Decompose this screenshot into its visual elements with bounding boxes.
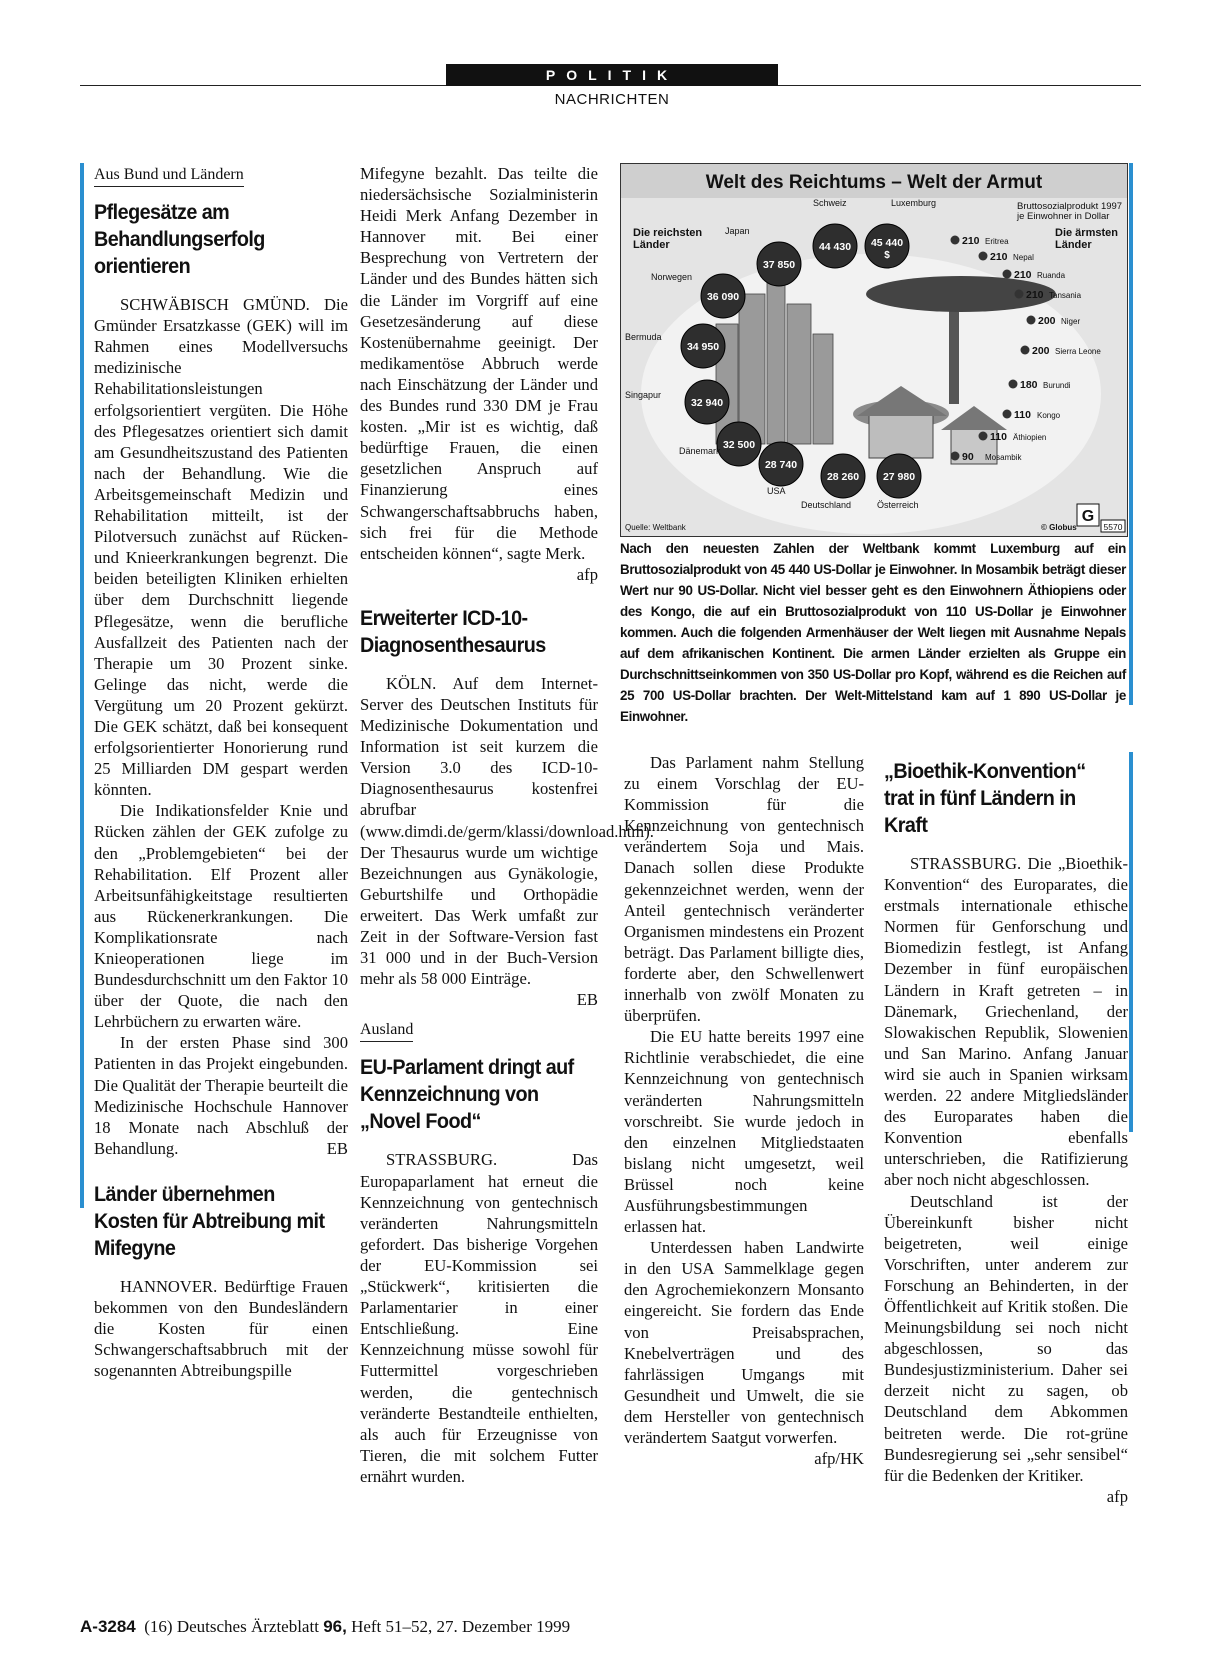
rich-country-value: 36 090 (706, 291, 740, 303)
poor-country-dot (1003, 270, 1012, 279)
headline-novel-food: EU-Parlament dringt auf Kennzeichnung von „Novel Food“ (360, 1055, 574, 1134)
article-signature: EB (326, 1138, 348, 1158)
globus-logo: G (1081, 508, 1095, 525)
page-number: (16) (144, 1617, 173, 1636)
rich-country-value: 27 980 (882, 471, 916, 483)
article-paragraph: Das Parlament nahm Stellung zu einem Vorschlag der EU-Kommission für die Kennzeichnung von gentechnisch verändertem Soja und Mais. Danach sollen diese Produkte gekennzeichnet werden, wenn der Anteil gentechnisch veränderter Organismen mindestens ein Prozent beträgt. Das Parlament billigte dies, forderte aber, den Schwellenwert innerhalb von zwölf Monaten zu überprüfen. (624, 753, 864, 1026)
page-footer (80, 1617, 570, 1637)
poor-country-value: 210 (1014, 269, 1032, 281)
poor-country-value: 110 (990, 431, 1007, 443)
headline-bioethik: „Bioethik-Konvention“ trat in fünf Ländern in Kraft (884, 759, 1086, 837)
column-3 (624, 752, 864, 1469)
infographic-source: Quelle: Weltbank (625, 523, 686, 532)
rich-country-name: Schweiz (813, 198, 847, 208)
poor-country-value: 210 (1026, 289, 1044, 301)
poor-country-name: Nepal (1013, 253, 1034, 262)
infographic-subtitle: Bruttosozialprodukt 1997 (1017, 201, 1123, 212)
poor-country-name: Kongo (1037, 411, 1061, 420)
infographic-credit: © Globus (1041, 523, 1077, 532)
article-signature: EB (576, 990, 598, 1010)
poor-country-value: 180 (1020, 379, 1038, 391)
article-paragraph: In der ersten Phase sind 300 Patienten in das Projekt eingebunden. Die Qualität der Therapie beurteilt die Medizinische Hochschule Hannover 18 Monate nach Abschluß der Behandlung. EB (94, 1033, 348, 1158)
poor-country-name: Burundi (1043, 381, 1071, 390)
poor-country-name: Ruanda (1037, 271, 1066, 280)
journal-volume: 96, (323, 1617, 347, 1636)
currency-symbol: $ (884, 250, 890, 261)
poor-country-dot (979, 252, 988, 261)
section-sublabel: NACHRICHTEN (554, 91, 670, 108)
section-label: POLITIK (446, 64, 778, 86)
article-paragraph: Mifegyne bezahlt. Das teilte die niedersächsische Sozialministerin Heidi Merk Anfang Dezember in Hannover mit. Bei einer Besprechung von Vertretern der Länder und des Bundes hätten sich die Länder im Vorgriff auf eine Gesetzesänderung auf diese Kostenübernahme geeinigt. Der medikamentöse Abbruch werde nach Einschätzung der Länder und des Bundes rund 330 DM je Frau kosten. „Mir ist es wichtig, daß bedürftige Frauen, die einen gesetzlichen Anspruch auf Finanzierung eines Schwangerschaftsabbruchs haben, sich frei für die Methode entscheiden können“, sagte Merk. (360, 164, 598, 563)
page-id: A-3284 (80, 1617, 136, 1636)
rich-label: Länder (633, 239, 670, 251)
poor-country-dot (951, 236, 960, 245)
kicker-bund-laender: Aus Bund und Ländern (94, 164, 244, 187)
journal-issue: Heft 51–52, 27. Dezember 1999 (351, 1617, 571, 1636)
headline-mifegyne: Länder übernehmen Kosten für Abtreibung mit Mifegyne (94, 1181, 325, 1260)
journal-name: Deutsches Ärzteblatt (176, 1617, 319, 1636)
poor-country-value: 110 (1014, 409, 1031, 421)
rich-country-name: Österreich (877, 500, 919, 510)
poor-country-name: Mosambik (985, 453, 1022, 462)
rich-country-value: 45 440 (870, 237, 904, 249)
infographic-code: 5570 (1103, 522, 1123, 532)
rich-country-value: 32 940 (690, 397, 724, 409)
poor-country-dot (1027, 316, 1036, 325)
article-signature: afp (1106, 1486, 1128, 1506)
rich-country-name: Dänemark (679, 446, 721, 456)
poor-country-name: Tansania (1049, 291, 1082, 300)
poor-country-name: Äthiopien (1013, 433, 1047, 442)
article-paragraph: STRASSBURG. Die „Bioethik-Konvention“ des Europarates, die erstmals internationale ethische Normen für Genforschung und Biomedizin festlegt, ist Anfang Dezember in fünf europäischen Ländern in Kraft getreten – in Dänemark, Griechenland, der Slowakischen Republik, Slowenien und San Marino. Anfang Januar wird sie auch in Spanien wirksam werden. 22 andere Mitgliedsländer des Europarates haben die Konvention ebenfalls unterschrieben, die Ratifizierung aber noch nicht abgeschlossen. (884, 854, 1128, 1190)
article-paragraph: Unterdessen haben Landwirte in den USA Sammelklage gegen den Agrochemiekonzern Monsanto eingereicht. Sie fordern das Ende von Preisabsprachen, Knebelverträgen und des fahrlässigen Umgangs mit Gesundheit und Umwelt, die sie dem Hersteller von gentechnisch verändertem Saatgut vorwerfen. (624, 1238, 864, 1447)
poor-country-value: 210 (990, 251, 1008, 263)
rich-country-name: Singapur (625, 390, 662, 400)
column-4 (884, 752, 1128, 1507)
poor-country-dot (1015, 290, 1024, 299)
poor-country-dot (1003, 410, 1012, 419)
figure-accent-bar (1129, 163, 1133, 705)
poor-country-value: 210 (962, 235, 980, 247)
rich-country-value: 37 850 (762, 259, 796, 271)
article-paragraph: STRASSBURG. Das Europaparlament hat erneut die Kennzeichnung von gentechnisch veränderten Nahrungsmitteln gefordert. Das bisherige Vorgehen der EU-Kommission sei „Stückwerk“, kritisierten die Parlamentarier in einer Entschließung. Eine Kennzeichnung müsse sowohl für Futtermittel vorgeschrieben werden, die gentechnisch veränderte Bestandteile enthielten, als auch für Erzeugnisse von Tieren, die mit solchem Futter ernährt wurden. (360, 1150, 598, 1486)
poor-label: Die ärmsten (1055, 227, 1118, 239)
poor-label: Länder (1055, 239, 1092, 251)
rich-country-name: Bermuda (625, 332, 662, 342)
rich-country-name: Norwegen (651, 272, 693, 282)
figure-caption: Nach den neuesten Zahlen der Weltbank kommt Luxemburg auf ein Bruttosozialprodukt von 45 440 US-Dollar je Einwohner. In Mosambik beträgt dieser Wert nur 90 US-Dollar. Nicht viel besser geht es den Einwohnern Äthiopiens oder des Kongo, die auf ein Bruttosozialprodukt von 110 US-Dollar je Einwohner kommen. Auch die folgenden Armenhäuser der Welt liegen mit Ausnahme Nepals auf dem afrikanischen Kontinent. Die armen Länder erzielten als Gruppe ein Durchschnittseinkommen von 350 US-Dollar pro Kopf, während es die Reichen auf 25 700 US-Dollar brachten. Der Welt-Mittelstand kam auf 1 890 US-Dollar je Einwohner. (620, 541, 1126, 724)
rich-country-value: 32 500 (722, 439, 756, 451)
poor-country-name: Sierra Leone (1055, 347, 1101, 356)
column-1 (80, 163, 348, 1381)
rich-country-value: 34 950 (686, 341, 720, 353)
headline-icd10: Erweiterter ICD-10-Diagnosenthesaurus (360, 605, 546, 657)
rich-country-name: Deutschland (801, 500, 852, 510)
infographic-subtitle: je Einwohner in Dollar (1017, 211, 1110, 222)
poor-country-dot (951, 452, 960, 461)
rich-country-value: 28 740 (764, 459, 798, 471)
poor-country-dot (1021, 346, 1030, 355)
rich-label: Die reichsten (633, 227, 703, 239)
headline-pflegesaetze: Pflegesätze am Behandlungserfolg orientieren (94, 200, 265, 279)
article-paragraph: KÖLN. Auf dem Internet-Server des Deutschen Instituts für Medizinische Dokumentation und Information ist seit kurzem die Version 3.0 des ICD-10-Diagnosenthesaurus kostenfrei abrufbar (www.dimdi.de/germ/klassi/download.htm). Der Thesaurus wurde um wichtige Bezeichnungen aus Gynäkologie, Geburtshilfe und Orthopädie erweitert. Das Werk umfaßt zur Zeit in der Software-Version fast 31 000 und in der Buch-Version mehr als 58 000 Einträge. (360, 673, 654, 989)
column-4-accent-bar (1129, 752, 1133, 1132)
globus-infographic (620, 163, 1128, 537)
article-signature: afp/HK (814, 1449, 864, 1469)
article-paragraph: Die Indikationsfelder Knie und Rücken zählen der GEK zufolge zu den „Problemgebieten“ bei der Rehabilitation. Elf Prozent aller Arbeitsunfähigkeitstage resultierten aus Rückenerkrankungen. Die Komplikationsrate nach Knieoperationen liege im Bundesdurchschnitt um den Faktor 10 über der Quote, die nach den Lehrbüchern zu erwarten wäre. (94, 801, 348, 1032)
article-paragraph: HANNOVER. Bedürftige Frauen bekommen von den Bundesländern die Kosten für einen Schwangerschaftsabbruch mit der sogenannten Abtreibungspille (94, 1276, 348, 1381)
article-paragraph: Deutschland ist der Übereinkunft bisher nicht beigetreten, weil einige Vorschriften, unter anderem zur Forschung an Behinderten, in der Öffentlichkeit auf Kritik stoßen. Die Meinungsbildung sei noch nicht abgeschlossen, so das Bundesjustizministerium. Daher sei derzeit nicht zu sagen, ob Deutschland dem Abkommen beitreten werde. Die rot-grüne Bundesregierung sei „sehr sensibel“ für die Bedenken der Kritiker. (884, 1191, 1128, 1485)
infographic-title: Welt des Reichtums – Welt der Armut (705, 172, 1043, 193)
poor-country-dot (979, 432, 988, 441)
article-paragraph: Die EU hatte bereits 1997 eine Richtlinie verabschiedet, die eine Kennzeichnung von gentechnisch veränderten Nahrungsmitteln vorschreibt. Sie wurde jedoch in den einzelnen Mitgliedstaaten bislang nicht umgesetzt, weil Brüssel noch keine Ausführungsbestimmungen erlassen hat. (624, 1027, 864, 1237)
article-signature: afp (576, 564, 598, 584)
poor-country-dot (1009, 380, 1018, 389)
poor-country-name: Niger (1061, 317, 1081, 326)
article-paragraph: SCHWÄBISCH GMÜND. Die Gmünder Ersatzkasse (GEK) will im Rahmen eines Modellversuchs medizinische Rehabilitationsleistungen erfolgsorientiert vergüten. Die Höhe des Pflegesatzes orientiert sich damit am Gesundheitszustand des Patienten nach der Behandlung. Wie die Arbeitsgemeinschaft Medizin und Rehabilitation mitteilt, ist der Pilotversuch zunächst auf Rücken- und Knieerkrankungen begrenzt. Die beiden beteiligten Kliniken erhielten über dem Durchschnitt liegende Pflegesätze, wenn die berufliche Ausfallzeit des Patienten nach der Therapie um 30 Prozent sinke. Gelinge das nicht, werde die Vergütung um 20 Prozent gekürzt. Die GEK schätzt, daß bei konsequent erfolgsorientierter Honorierung rund 25 Milliarden DM gespart werden könnten. (94, 295, 348, 800)
rich-country-value: 28 260 (826, 471, 860, 483)
kicker-ausland: Ausland (360, 1019, 413, 1042)
poor-country-value: 200 (1038, 315, 1056, 327)
poor-country-value: 90 (962, 451, 974, 463)
poor-country-name: Eritrea (985, 237, 1009, 246)
rich-country-value: 44 430 (818, 241, 852, 253)
infographic-svg (621, 164, 1127, 536)
poor-country-value: 200 (1032, 345, 1050, 357)
rich-country-name: Luxemburg (891, 198, 937, 208)
rich-country-name: USA (767, 486, 786, 496)
rich-country-name: Japan (725, 226, 750, 236)
